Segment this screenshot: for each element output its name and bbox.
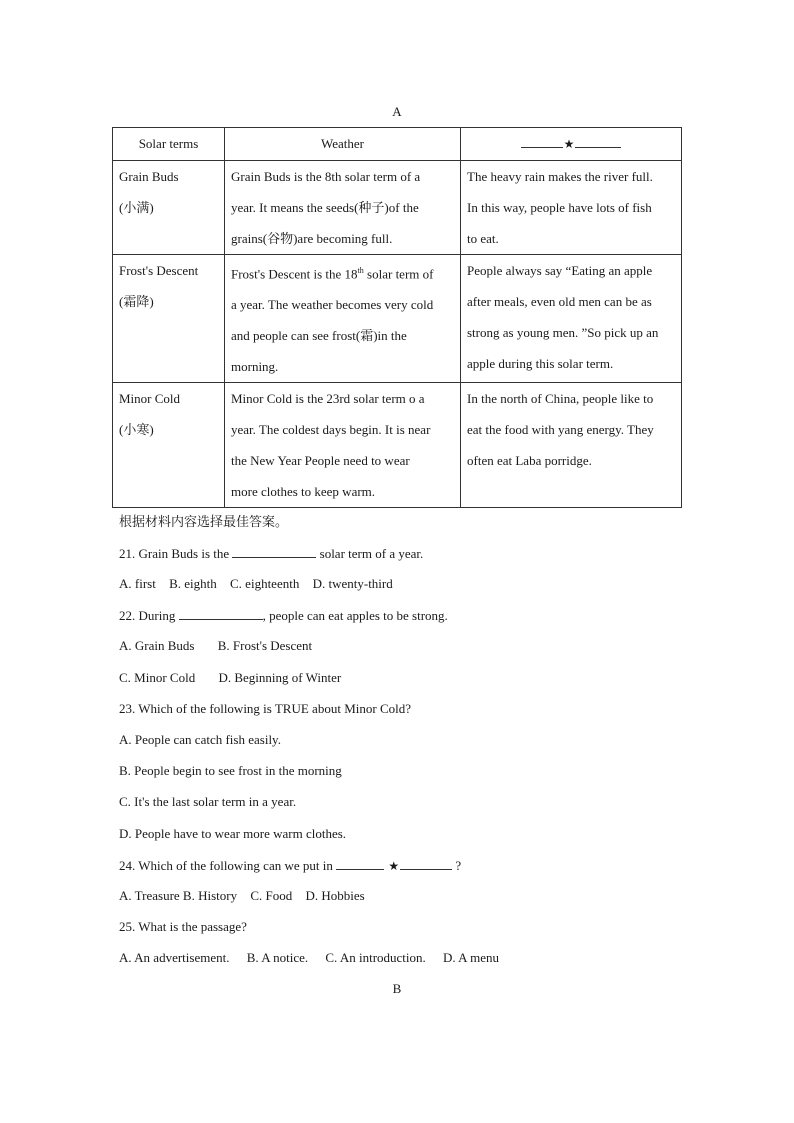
weather-line: year. It means the seeds(种子)of the <box>231 200 419 215</box>
question-24 <box>119 855 461 875</box>
question-25: 25. What is the passage? <box>119 919 247 934</box>
custom-line: after meals, even old men can be as <box>467 294 652 309</box>
q21-stem-end: solar term of a year. <box>319 546 424 561</box>
q21-option-c: C. eighteenth <box>230 576 300 591</box>
q22-option-b: B. Frost's Descent <box>217 638 313 653</box>
q22-stem-start: 22. During <box>119 608 176 623</box>
custom-line: The heavy rain makes the river full. <box>467 169 653 184</box>
q24-blank-left <box>336 855 384 870</box>
custom-cell <box>461 255 682 383</box>
q24-blank-right <box>400 855 452 870</box>
q25-options <box>119 948 509 968</box>
q24-star-icon: ★ <box>388 859 400 873</box>
q25-option-d: D. A menu <box>443 950 499 965</box>
q25-option-b: B. A notice. <box>246 950 309 965</box>
q21-answer-blank <box>232 543 316 558</box>
weather-cell <box>225 383 461 508</box>
section-b-label: B <box>392 981 402 996</box>
custom-cell <box>461 383 682 508</box>
table-header-row <box>113 128 682 161</box>
custom-line: eat the food with yang energy. They <box>467 422 654 438</box>
q24-stem-end: ? <box>455 858 462 873</box>
q22-option-a: A. Grain Buds <box>119 638 195 653</box>
weather-line: grains(谷物)are becoming full. <box>231 231 393 246</box>
weather-line: Minor Cold is the 23rd solar term o a <box>231 391 425 407</box>
question-21 <box>119 543 423 563</box>
table-row <box>113 383 682 508</box>
weather-line: and people can see frost(霜)in the <box>231 328 407 344</box>
header-blank-right <box>575 135 621 148</box>
q24-option-a: A. Treasure <box>119 888 180 903</box>
term-chinese: (小寒) <box>119 422 154 438</box>
q22-answer-blank <box>179 605 263 620</box>
instruction: 根据材料内容选择最佳答案。 <box>119 514 289 529</box>
custom-line: In this way, people have lots of fish <box>467 200 652 215</box>
q22-stem-end: , people can eat apples to be strong. <box>262 608 448 623</box>
weather-line: more clothes to keep warm. <box>231 484 376 500</box>
weather-line: a year. The weather becomes very cold <box>231 297 434 313</box>
term-name: Frost's Descent <box>119 263 199 278</box>
question-23: 23. Which of the following is TRUE about Minor Cold? <box>119 701 411 716</box>
table-row <box>113 161 682 255</box>
custom-line: often eat Laba porridge. <box>467 453 592 469</box>
custom-line: strong as young men. ”So pick up an <box>467 325 659 340</box>
weather-line: the New Year People need to wear <box>231 453 410 469</box>
term-cell <box>113 161 225 255</box>
custom-line: In the north of China, people like to <box>467 391 654 407</box>
custom-line: People always say “Eating an apple <box>467 263 653 278</box>
q24-option-d: D. Hobbies <box>305 888 365 903</box>
question-22 <box>119 605 448 625</box>
q24-option-b: B. History <box>182 888 238 903</box>
custom-line: apple during this solar term. <box>467 356 614 371</box>
q22-option-d: D. Beginning of Winter <box>218 670 342 685</box>
q24-option-c: C. Food <box>250 888 293 903</box>
q21-option-a: A. first <box>119 576 156 591</box>
q23-option-b: B. People begin to see frost in the morning <box>119 763 342 778</box>
q23-option-d: D. People have to wear more warm clothes. <box>119 826 347 841</box>
weather-cell <box>225 255 461 383</box>
solar-terms-table <box>112 127 682 508</box>
q25-option-c: C. An introduction. <box>325 950 426 965</box>
custom-line: to eat. <box>467 231 499 246</box>
term-cell <box>113 383 225 508</box>
header-star <box>461 128 682 161</box>
q24-stem-start: 24. Which of the following can we put in <box>119 858 333 873</box>
weather-cell <box>225 161 461 255</box>
table-row <box>113 255 682 383</box>
weather-line: morning. <box>231 359 279 375</box>
weather-line: year. The coldest days begin. It is near <box>231 422 431 438</box>
q23-option-a: A. People can catch fish easily. <box>119 732 281 747</box>
q22-options-line2 <box>119 668 351 688</box>
term-cell <box>113 255 225 383</box>
q25-option-a: A. An advertisement. <box>119 950 230 965</box>
header-weather: Weather <box>225 128 461 161</box>
weather-line: Frost's Descent is the 18th solar term of <box>231 266 434 282</box>
q21-stem-start: 21. Grain Buds is the <box>119 546 230 561</box>
q21-option-d: D. twenty-third <box>312 576 393 591</box>
term-chinese: (小满) <box>119 200 154 215</box>
q22-option-c: C. Minor Cold <box>119 670 196 685</box>
term-name: Grain Buds <box>119 169 179 184</box>
q24-options <box>119 886 375 906</box>
q23-option-c: C. It's the last solar term in a year. <box>119 794 297 809</box>
q21-option-b: B. eighth <box>169 576 217 591</box>
q21-options <box>119 574 403 594</box>
section-a-label: A <box>392 104 402 119</box>
term-name: Minor Cold <box>119 391 181 407</box>
weather-line: Grain Buds is the 8th solar term of a <box>231 169 421 184</box>
star-icon: ★ <box>563 137 575 151</box>
custom-cell <box>461 161 682 255</box>
header-solar-terms: Solar terms <box>113 128 225 161</box>
term-chinese: (霜降) <box>119 294 154 309</box>
q22-options-line1 <box>119 636 322 656</box>
header-blank-left <box>521 135 563 148</box>
